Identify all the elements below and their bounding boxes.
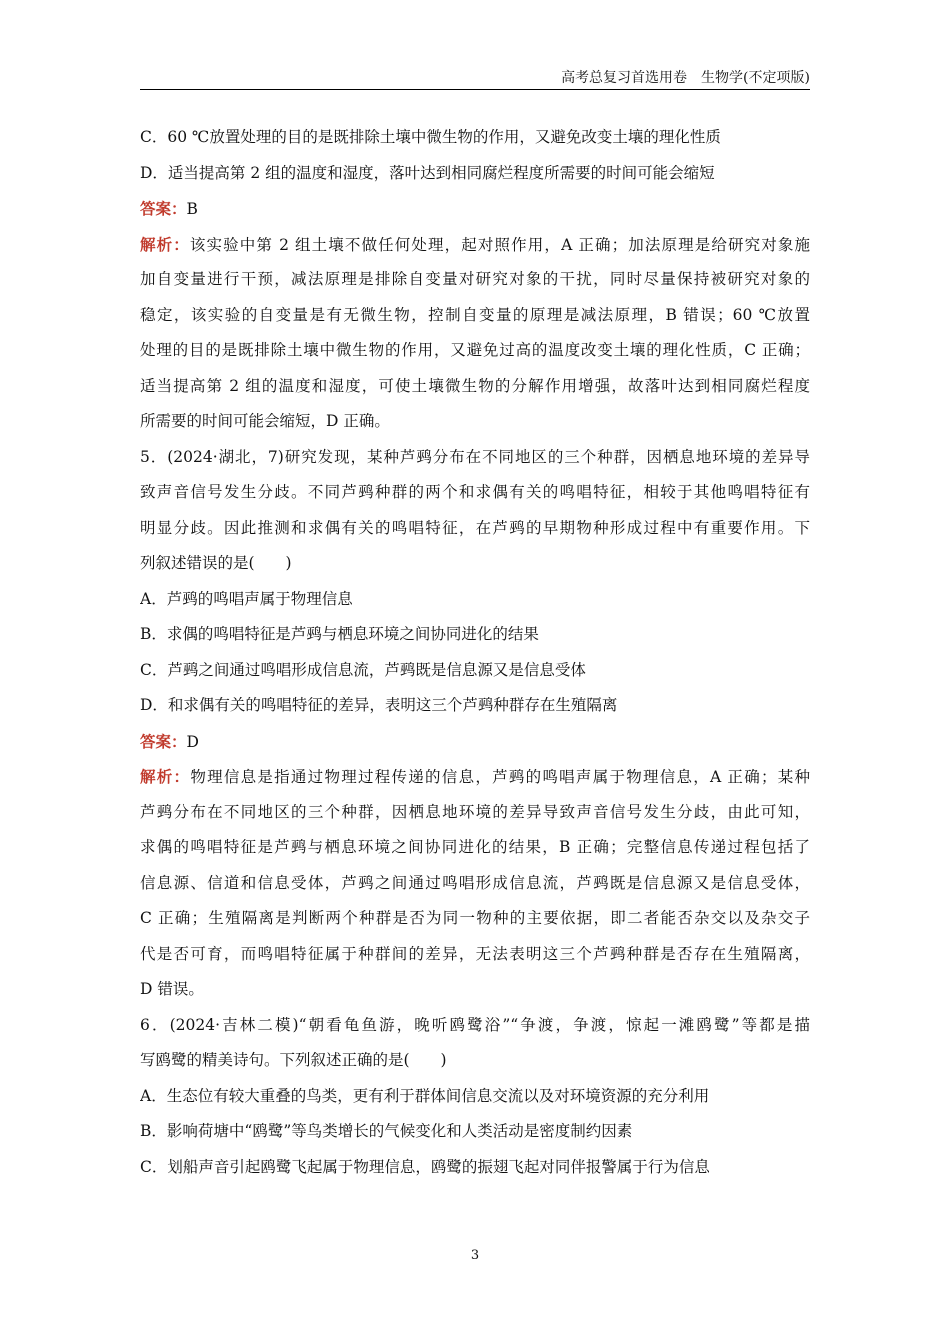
- page-header: [140, 68, 810, 88]
- answer-label: 答案：: [140, 199, 187, 218]
- q5-analysis-line: 信息源、信道和信息受体，芦鹀之间通过鸣唱形成信息流，芦鹀既是信息源又是信息受体，: [140, 873, 810, 892]
- q6-stem-line: 6．(2024·吉林二模)“朝看龟鱼游，晚听鸥鹭浴”“争渡，争渡，惊起一滩鸥鹭”等都是描: [140, 1015, 810, 1034]
- q5-stem-line: 明显分歧。因此推测和求偶有关的鸣唱特征，在芦鹀的早期物种形成过程中有重要作用。下: [140, 518, 810, 537]
- q5-analysis-line: 代是否可育，而鸣唱特征属于种群间的差异，无法表明这三个芦鹀种群是否存在生殖隔离，: [140, 944, 810, 963]
- q6-option-a: A．生态位有较大重叠的鸟类，更有利于群体间信息交流以及对环境资源的充分利用: [140, 1086, 710, 1105]
- q5-analysis-line: 求偶的鸣唱特征是芦鹀与栖息环境之间协同进化的结果，B 正确；完整信息传递过程包括了: [140, 838, 810, 856]
- q5-answer: [140, 724, 810, 760]
- q5-option-d: D．和求偶有关的鸣唱特征的差异，表明这三个芦鹀种群存在生殖隔离: [140, 696, 618, 714]
- answer-label: 答案：: [140, 731, 187, 751]
- q6-option-b: B．影响荷塘中“鸥鹭”等鸟类增长的气候变化和人类活动是密度制约因素: [140, 1122, 633, 1140]
- header-divider: [140, 89, 810, 90]
- page-content: [140, 120, 810, 1185]
- analysis-label: 解析：: [140, 767, 191, 786]
- q5-option-c: C．芦鹀之间通过鸣唱形成信息流，芦鹀既是信息源又是信息受体: [140, 660, 586, 679]
- q6-option-c: C．划船声音引起鸥鹭飞起属于物理信息，鸥鹭的振翅飞起对同伴报警属于行为信息: [140, 1157, 710, 1176]
- q5-stem-line: 致声音信号发生分歧。不同芦鹀种群的两个和求偶有关的鸣唱特征，相较于其他鸣唱特征有: [140, 483, 810, 501]
- header-title: 高考总复习首选用卷 生物学(不定项版): [561, 70, 810, 86]
- q5-analysis-line: 芦鹀分布在不同地区的三个种群，因栖息地环境的差异导致声音信号发生分歧，由此可知，: [140, 802, 810, 821]
- q4-analysis-line: 稳定，该实验的自变量是有无微生物，控制自变量的原理是减法原理，B 错误；60 ℃放置: [140, 305, 810, 324]
- answer-value: B: [186, 200, 198, 218]
- q5-stem-line: 5．(2024·湖北，7)研究发现，某种芦鹀分布在不同地区的三个种群，因栖息地环境的差异导: [140, 447, 810, 466]
- q5-option-b: B．求偶的鸣唱特征是芦鹀与栖息环境之间协同进化的结果: [140, 625, 539, 643]
- q5-analysis-line: C 正确；生殖隔离是判断两个种群是否为同一物种的主要依据，即二者能否杂交以及杂交子: [140, 909, 810, 927]
- q4-analysis-line: 所需要的时间可能会缩短，D 正确。: [140, 412, 390, 430]
- page-number: 3: [470, 1248, 480, 1263]
- q4-answer: [140, 191, 810, 227]
- q4-option-d: D．适当提高第 2 组的温度和湿度，落叶达到相同腐烂程度所需要的时间可能会缩短: [140, 163, 715, 182]
- q6-stem-line: 写鸥鹭的精美诗句。下列叙述正确的是( ): [140, 1051, 447, 1069]
- answer-value: D: [186, 732, 199, 751]
- q4-analysis-line: 处理的目的是既排除土壤中微生物的作用，又避免过高的温度改变土壤的理化性质，C 正确；: [140, 341, 810, 359]
- q4-analysis-line: 加自变量进行干预，减法原理是排除自变量对研究对象的干扰，同时尽量保持被研究对象的: [140, 270, 810, 288]
- analysis-label: 解析：: [140, 234, 190, 254]
- q5-analysis-line: 解析：物理信息是指通过物理过程传递的信息，芦鹀的鸣唱声属于物理信息，A 正确；某种: [140, 767, 810, 786]
- q5-analysis-line: D 错误。: [140, 980, 204, 998]
- q4-analysis-line: 适当提高第 2 组的温度和湿度，可使土壤微生物的分解作用增强，故落叶达到相同腐烂程度: [140, 376, 810, 395]
- q5-option-a: A．芦鹀的鸣唱声属于物理信息: [140, 589, 353, 608]
- q4-option-c: C．60 ℃放置处理的目的是既排除土壤中微生物的作用，又避免改变土壤的理化性质: [140, 128, 721, 146]
- q5-stem-line: 列叙述错误的是( ): [140, 554, 292, 572]
- q4-analysis-line: 解析：该实验中第 2 组土壤不做任何处理，起对照作用，A 正确；加法原理是给研究对象施: [140, 234, 810, 254]
